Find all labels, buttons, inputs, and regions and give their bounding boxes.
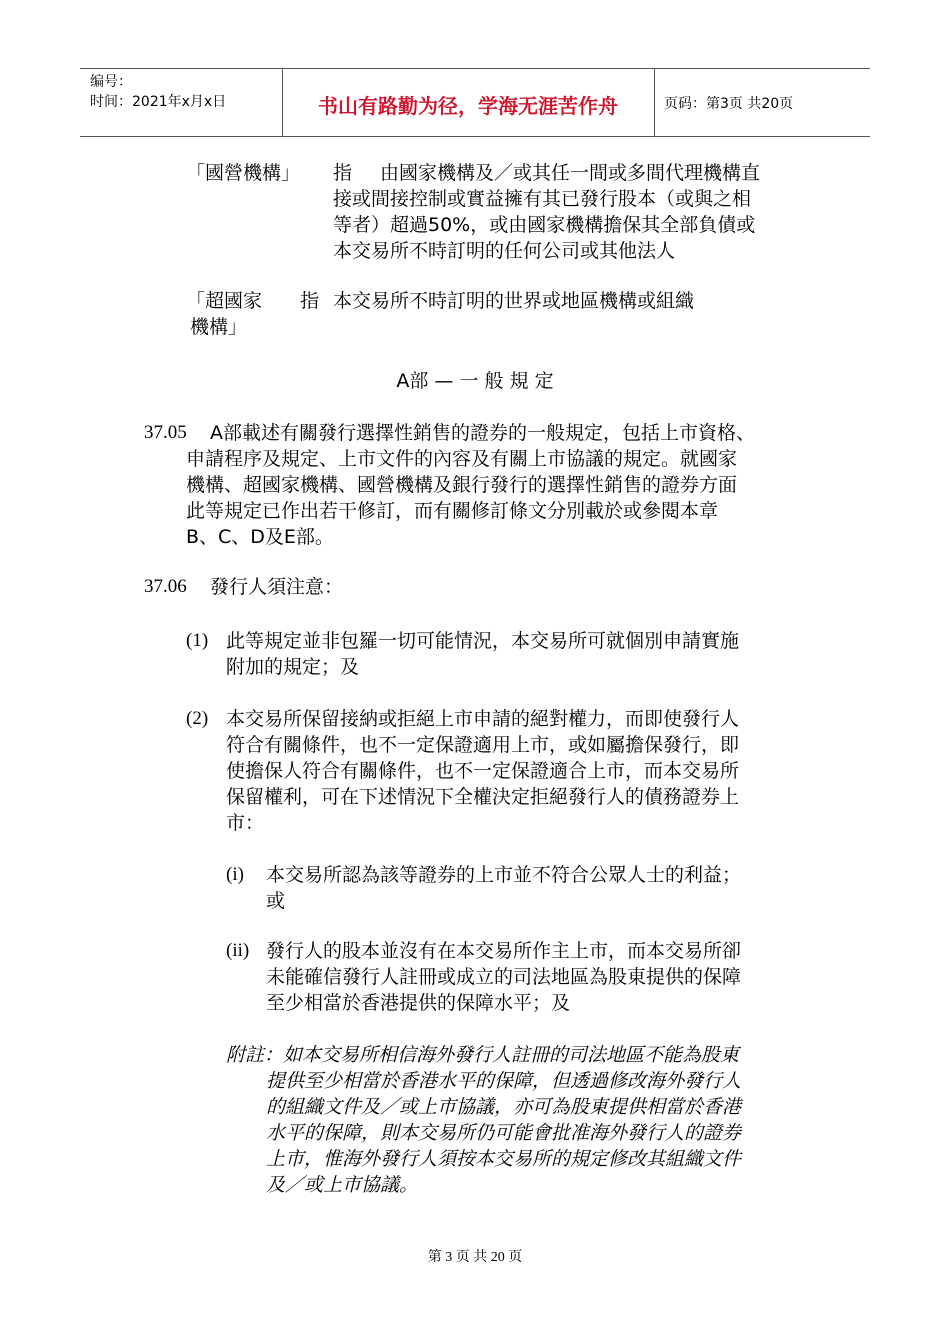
definition-text-line: 本交易所不時訂明的世界或地區機構或組織	[333, 290, 695, 312]
subitem-ii-line: 發行人的股本並沒有在本交易所作主上市，而本交易所卻	[266, 940, 742, 962]
definition-text-line: 本交易所不時訂明的任何公司或其他法人	[333, 240, 676, 262]
para-3705-line: A部載述有關發行選擇性銷售的證券的一般規定，包括上市資格、	[210, 422, 755, 444]
header-bottom-rule	[80, 136, 870, 137]
item-1-line: 附加的規定；及	[226, 656, 360, 678]
subitem-label-ii: (ii)	[226, 940, 250, 961]
header-motto: 书山有路勤为径，学海无涯苦作舟	[318, 94, 618, 118]
definition-term-supranational: 「超國家	[186, 290, 263, 312]
para-number-3705: 37.05	[144, 422, 187, 443]
para-number-3706: 37.06	[144, 576, 187, 597]
note-line: 提供至少相當於香港水平的保障，但透過修改海外發行人	[266, 1070, 742, 1092]
item-2-line: 符合有關條件，也不一定保證適用上市，或如屬擔保發行，即	[226, 734, 740, 756]
header-meta	[90, 72, 226, 112]
section-heading: A部 — 一 般 規 定	[396, 370, 554, 392]
subitem-i-line: 或	[266, 890, 286, 912]
subitem-i-line: 本交易所認為該等證券的上市並不符合公眾人士的利益；	[266, 864, 742, 886]
para-3705-line: 機構、超國家機構、國營機構及銀行發行的選擇性銷售的證券方面	[186, 474, 738, 496]
definition-text-line: 等者）超過50%，或由國家機構擔保其全部負債或	[333, 214, 756, 236]
definition-term-state-corporation: 「國營機構」	[186, 162, 301, 184]
note-line: 的組織文件及／或上市協議，亦可為股東提供相當於香港	[266, 1096, 742, 1118]
note-line: 水平的保障，則本交易所仍可能會批准海外發行人的證券	[266, 1122, 742, 1144]
header-number-label: 编号：	[90, 74, 132, 90]
definition-text-line: 接或間接控制或實益擁有其已發行股本（或與之相	[333, 188, 752, 210]
item-2-line: 使擔保人符合有關條件，也不一定保證適合上市，而本交易所	[226, 760, 740, 782]
subitem-label-i: (i)	[226, 864, 244, 885]
item-2-line: 本交易所保留接納或拒絕上市申請的絕對權力，而即使發行人	[226, 708, 740, 730]
note-line: 及／或上市協議。	[266, 1174, 419, 1196]
item-label-1: (1)	[186, 630, 209, 651]
subitem-ii-line: 至少相當於香港提供的保障水平；及	[266, 992, 571, 1014]
definition-means-label: 指	[300, 290, 320, 312]
note-line: 附註：如本交易所相信海外發行人註冊的司法地區不能為股東	[226, 1044, 740, 1066]
para-3705-line: 申請程序及規定、上市文件的內容及有關上市協議的規定。就國家	[186, 448, 738, 470]
note-line: 上市，惟海外發行人須按本交易所的規定修改其組織文件	[266, 1148, 742, 1170]
para-3705-line: B、C、D及E部。	[186, 526, 334, 548]
subitem-ii-line: 未能確信發行人註冊或成立的司法地區為股東提供的保障	[266, 966, 742, 988]
header-top-rule	[80, 68, 870, 69]
para-3705-line: 此等規定已作出若干修訂，而有關修訂條文分別載於或參閱本章	[186, 500, 719, 522]
header-date-label: 时间：2021年x月x日	[90, 94, 227, 110]
page-footer: 第 3 页 共 20 页	[427, 1250, 523, 1265]
item-1-line: 此等規定並非包羅一切可能情況，本交易所可就個別申請實施	[226, 630, 740, 652]
item-2-line: 保留權利，可在下述情況下全權決定拒絕發行人的債務證券上	[226, 786, 740, 808]
item-2-line: 市：	[226, 812, 265, 834]
definition-means-label: 指	[333, 162, 353, 184]
definition-text-line: 由國家機構及／或其任一間或多間代理機構直	[380, 162, 761, 184]
definition-term-supranational-cont: 機構」	[190, 316, 248, 338]
header-divider-right	[654, 68, 655, 136]
para-3706-text: 發行人須注意：	[210, 576, 344, 598]
header-page-label: 页码：第3页 共20页	[664, 96, 794, 112]
item-label-2: (2)	[186, 708, 209, 729]
